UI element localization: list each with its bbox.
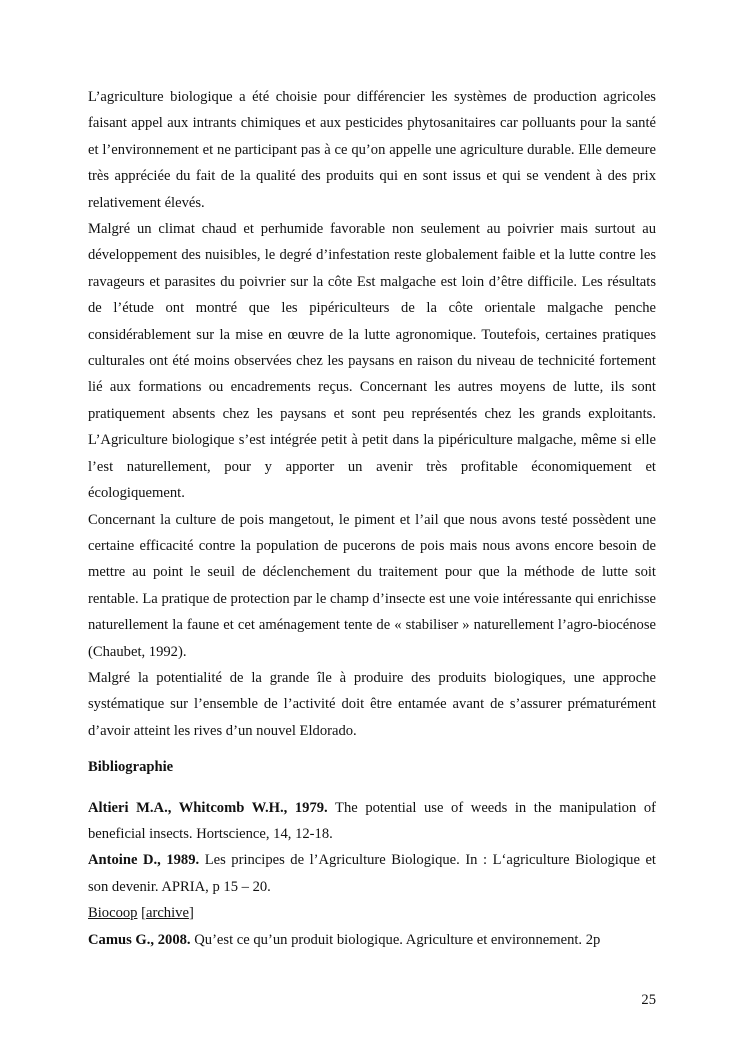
biocoop-link[interactable]: Biocoop <box>88 905 138 922</box>
bibliography-authors: Altieri M.A., Whitcomb W.H., 1979. <box>88 799 328 816</box>
page-number: 25 <box>641 992 656 1008</box>
bibliography-text: Qu’est ce qu’un produit biologique. Agriculture et environnement. 2p <box>190 931 601 948</box>
bibliography-entry-camus <box>88 927 656 953</box>
paragraph-organic-agriculture: L’agriculture biologique a été choisie pour différencier les systèmes de production agricoles faisant appel aux intrants chimiques et aux pesticides phytosanitaires car polluants pour la santé et l’environnement et ne participant pas à ce qu’on appelle une agriculture durable. Elle demeure très appréciée du fait de la qualité des produits qui en sont issus et qui se vendent à des prix relativement élevés. <box>88 89 656 211</box>
archive-link[interactable]: archive <box>145 905 189 922</box>
paragraph-snow-pea-culture: Concernant la culture de pois mangetout, le piment et l’ail que nous avons testé possèdent une certaine efficacité contre la population de pucerons de pois mais nous avons encore besoin de mettre au point le seuil de déclenchement du traitement pour que la méthode de lutte soit rentable. La pratique de protection par le champ d’insecte est une voie intéressante qui enrichisse naturellement la faune et cet aménagement tente de « stabiliser » naturellement l’agro-biocénose (Chaubet, 1992). <box>88 511 656 660</box>
bibliography-entry-biocoop: Biocoop [archive] <box>88 905 194 922</box>
bibliography-heading: Bibliographie <box>88 759 174 776</box>
bibliography-authors: Camus G., 2008. <box>88 931 191 948</box>
paragraph-conclusion: Malgré la potentialité de la grande île à produire des produits biologiques, une approche systématique sur l’ensemble de l’activité doit être entamée avant de s’assurer prématurément d’avoir atteint les rives d’un nouvel Eldorado. <box>88 669 656 739</box>
bibliography-text: Les principes de l’Agriculture Biologique. In : L‘agriculture Biologique et son devenir. APRIA, p 15 – 20. <box>88 852 656 895</box>
bibliography-text: The potential use of weeds in the manipulation of beneficial insects. Hortscience, 14, 12-18. <box>88 799 656 842</box>
document-body <box>88 84 656 953</box>
bibliography-entry-altieri <box>88 795 656 848</box>
bibliography-authors: Antoine D., 1989. <box>88 852 200 869</box>
bibliography-entry-antoine <box>88 847 656 900</box>
paragraph-pepper-pest-control: Malgré un climat chaud et perhumide favorable non seulement au poivrier mais surtout au développement des nuisibles, le degré d’infestation reste globalement faible et la lutte contre les ravageurs et parasites du poivrier sur la côte Est malgache est loin d’être difficile. Les résultats de l’étude ont montré que les pipériculteurs de la côte orientale malgache penche considérablement sur la mise en œuvre de la lutte agronomique. Toutefois, certaines pratiques culturales ont été moins observées chez les paysans en raison du niveau de technicité fortement lié aux formations ou encadrements reçus. Concernant les autres moyens de lutte, ils sont pratiquement absents chez les paysans et sont peu représentés chez les grands exploitants. L’Agriculture biologique s’est intégrée petit à petit dans la pipériculture malgache, même si elle l’est naturellement, pour y apporter un avenir très profitable économiquement et écologiquement. <box>88 221 656 502</box>
